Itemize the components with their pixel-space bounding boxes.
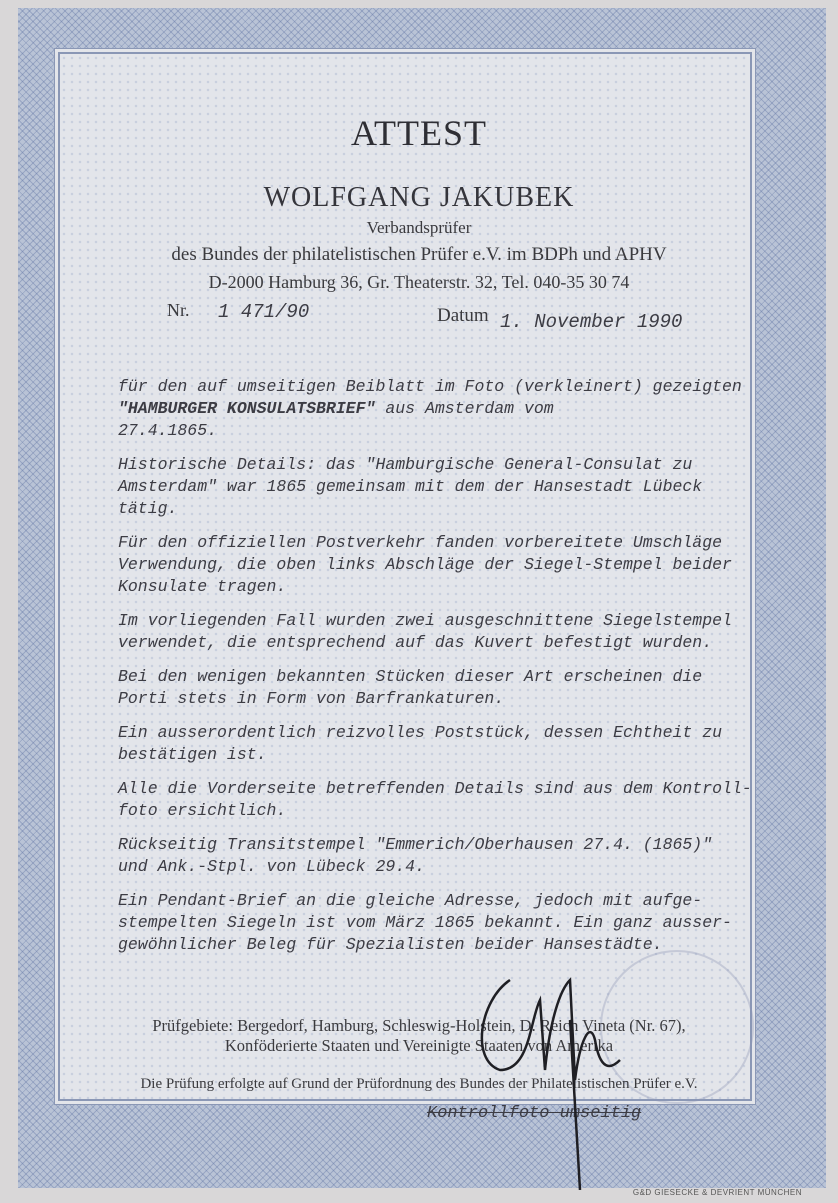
paragraph-details: Alle die Vorderseite betreffenden Details sind aus dem Kontroll- foto ersichtlich. xyxy=(118,779,752,820)
certificate-body xyxy=(118,376,768,968)
examiner-role: Verbandsprüfer xyxy=(366,218,472,237)
examiner-name: WOLFGANG JAKUBEK xyxy=(263,182,575,213)
paragraph-transit: Rückseitig Transitstempel "Emmerich/Oberhausen 27.4. (1865)" und Ank.-Stpl. von Lübeck 29.4. xyxy=(118,835,713,876)
pruefgebiete-line-1: Prüfgebiete: Bergedorf, Hamburg, Schleswig-Holstein, D. Reich Vineta (Nr. 67), xyxy=(152,1016,686,1035)
document-title: ATTEST xyxy=(351,113,487,153)
paragraph-envelopes: Für den offiziellen Postverkehr fanden vorbereitete Umschläge Verwendung, die oben links Abschläge der Siegel-Stempel beider Konsulate tragen. xyxy=(118,533,732,596)
datum-label: Datum xyxy=(437,305,489,326)
datum-value: 1. November 1990 xyxy=(500,311,683,333)
paragraph-authenticity: Ein ausserordentlich reizvolles Poststück, dessen Echtheit zu bestätigen ist. xyxy=(118,723,722,764)
paragraph-subject xyxy=(118,376,768,442)
subject-title: "HAMBURGER KONSULATSBRIEF" xyxy=(118,399,376,418)
paragraph-postage: Bei den wenigen bekannten Stücken dieser Art erscheinen die Porti stets in Form von Barfrankaturen. xyxy=(118,667,703,708)
address: D-2000 Hamburg 36, Gr. Theaterstr. 32, Tel. 040-35 30 74 xyxy=(208,272,630,292)
paragraph-case: Im vorliegenden Fall wurden zwei ausgeschnittene Siegelstempel verwendet, die entsprechend auf das Kuvert befestigt wurden. xyxy=(118,611,732,652)
kontrollfoto-note: Kontrollfoto umseitig xyxy=(427,1104,642,1123)
paragraph-pendant: Ein Pendant-Brief an die gleiche Adresse, jedoch mit aufge- stempelten Siegeln ist vom März 1865 bekannt. Ein ganz ausser- gewöhnlicher Beleg für Spezialisten beider Hansestädte. xyxy=(118,891,732,954)
nr-label: Nr. xyxy=(167,300,190,320)
pruefgebiete xyxy=(0,1016,838,1056)
signature xyxy=(470,960,670,1190)
nr-value: 1 471/90 xyxy=(218,301,310,323)
printer-imprint: G&D GIESECKE & DEVRIENT MÜNCHEN xyxy=(632,1188,802,1197)
subject-intro: für den auf umseitigen Beiblatt im Foto (verkleinert) gezeigten xyxy=(118,377,742,396)
pruefgebiete-line-2: Konföderierte Staaten und Vereinigte Staaten von Amerika xyxy=(224,1036,614,1055)
paragraph-history: Historische Details: das "Hamburgische General-Consulat zu Amsterdam" war 1865 gemeinsam mit dem der Hansestadt Lübeck tätig. xyxy=(118,455,703,518)
subject-origin: aus Amsterdam vom 27.4.1865. xyxy=(118,399,554,440)
pruefordnung-note: Die Prüfung erfolgte auf Grund der Prüfordnung des Bundes der Philatelistischen Prüfer e.V. xyxy=(140,1076,698,1092)
association: des Bundes der philatelistischen Prüfer e.V. im BDPh und APHV xyxy=(171,244,667,265)
